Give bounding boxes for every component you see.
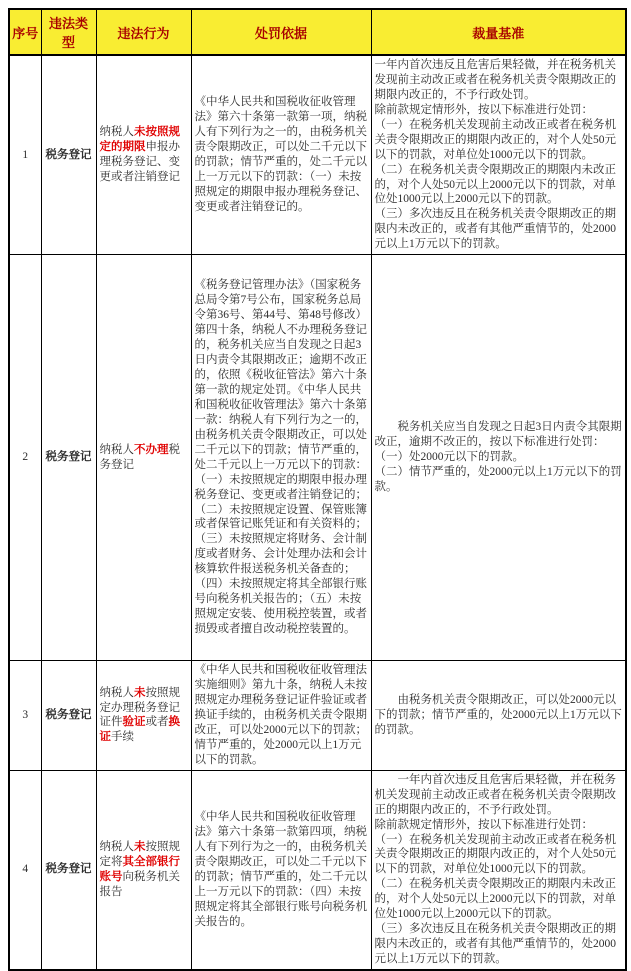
table-row: [9, 255, 626, 661]
col-header-violation-type: 违法类型: [41, 9, 96, 55]
plain-text: 按照规定将: [99, 840, 180, 868]
plain-text: 或者: [145, 716, 169, 729]
standard-paragraph: 除前款规定情形外，按以下标准进行处罚：: [374, 103, 593, 116]
cell-violation-behavior: [96, 661, 191, 771]
col-header-serial-no: 序号: [9, 9, 41, 55]
standard-paragraph: 一年内首次违反且危害后果轻微，并在税务机关发现前主动改正或者在税务机关责令限期改正的期限内改正的，不予行政处罚。: [374, 773, 616, 816]
emphasis-text: 未按照规定的期限: [99, 126, 180, 154]
cell-penalty-basis: 《税务登记管理办法》（国家税务总局令第7号公布，国家税务总局令第36号、第44号、第48号修改）第四十条，纳税人不办理税务登记的，税务机关应当自发现之日起3日内责令其限期改正；逾期不改正的，依照《税收征管法》第六十条第一款的规定处罚。《中华人民共和国税收征收管理法》第六十条第一款：纳税人有下列行为之一的，由税务机关责令限期改正，可以处二千元以下的罚款；情节严重的，处二千元以上一万元以下的罚款：（一）未按照规定的期限申报办理税务登记、变更或者注销登记的；（二）未按照规定设置、保管账簿或者保管记账凭证和有关资料的；（三）未按照规定将财务、会计制度或者财务、会计处理办法和会计核算软件报送税务机关备查的；（四）未按照规定将其全部银行账号向税务机关报告的；（五）未按照规定安装、使用税控装置，或者损毁或者擅自改动税控装置的。: [191, 255, 371, 661]
plain-text: 纳税人: [99, 686, 134, 699]
cell-violation-type: 税务登记: [41, 55, 96, 255]
emphasis-text: 未: [134, 686, 146, 699]
cell-violation-type: 税务登记: [41, 770, 96, 970]
document-page: [8, 8, 627, 971]
standard-paragraph: （二）在税务机关责令限期改正的期限内未改正的，对个人处50元以上2000元以下的罚款，对单位处1000元以上2000元以下的罚款。: [374, 878, 616, 921]
plain-text: 纳税人: [99, 840, 134, 853]
cell-violation-type: 税务登记: [41, 255, 96, 661]
emphasis-text: 不办理: [134, 443, 169, 456]
standard-paragraph: （二）在税务机关责令限期改正的期限内未改正的，对个人处50元以上2000元以下的罚款，对单位处1000元以上2000元以下的罚款。: [374, 163, 616, 206]
standard-paragraph: （一）在税务机关发现前主动改正或者在税务机关责令限期改正的期限内改正的，对个人处50元以下的罚款，对单位处1000元以下的罚款。: [374, 833, 616, 876]
cell-penalty-basis: 《中华人民共和国税收征收管理法》第六十条第一款第一项，纳税人有下列行为之一的，由税务机关责令限期改正，可以处二千元以下的罚款；情节严重的，处二千元以上一万元以下的罚款：（一）未按照规定的期限申报办理税务登记、变更或者注销登记的。: [191, 55, 371, 255]
plain-text: 纳税人: [99, 443, 134, 456]
emphasis-text: 换证: [99, 716, 180, 744]
plain-text: 按照规定办理税务登记证件: [99, 686, 180, 729]
table-row: [9, 770, 626, 970]
plain-text: 纳税人: [99, 126, 134, 139]
tax-violation-table: [8, 8, 627, 971]
plain-text: 税务登记: [99, 443, 180, 471]
standard-paragraph: （二）情节严重的，处2000元以上1万元以下的罚款。: [374, 466, 622, 494]
col-header-discretion-standard: 裁量基准: [371, 9, 626, 55]
cell-serial-no: 3: [9, 661, 41, 771]
table-row: [9, 661, 626, 771]
emphasis-text: 验证: [122, 716, 146, 729]
cell-discretion-standard: [371, 770, 626, 970]
cell-serial-no: 1: [9, 55, 41, 255]
standard-paragraph: 除前款规定情形外，按以下标准进行处罚：: [374, 818, 593, 831]
plain-text: 申报办理税务登记、变更或者注销登记: [99, 141, 180, 184]
cell-discretion-standard: [371, 55, 626, 255]
cell-serial-no: 2: [9, 255, 41, 661]
standard-paragraph: 税务机关应当自发现之日起3日内责令其限期改正，逾期不改正的，按以下标准进行处罚：: [374, 421, 622, 449]
col-header-violation-behavior: 违法行为: [96, 9, 191, 55]
cell-violation-behavior: [96, 770, 191, 970]
table-header-row: [9, 9, 626, 55]
col-header-penalty-basis: 处罚依据: [191, 9, 371, 55]
cell-violation-type: 税务登记: [41, 661, 96, 771]
cell-violation-behavior: [96, 55, 191, 255]
cell-penalty-basis: 《中华人民共和国税收征收管理法实施细则》第九十条，纳税人未按照规定办理税务登记证件验证或者换证手续的，由税务机关责令限期改正，可以处2000元以下的罚款；情节严重的，处2000元以上1万元以下的罚款。: [191, 661, 371, 771]
plain-text: 手续: [111, 731, 134, 744]
plain-text: 向税务机关报告: [99, 870, 180, 898]
standard-paragraph: （一）在税务机关发现前主动改正或者在税务机关责令限期改正的期限内改正的，对个人处50元以下的罚款，对单位处1000元以下的罚款。: [374, 118, 616, 161]
standard-paragraph: （一）处2000元以下的罚款。: [374, 451, 524, 464]
cell-penalty-basis: 《中华人民共和国税收征收管理法》第六十条第一款第四项，纳税人有下列行为之一的，由税务机关责令限期改正，可以处二千元以下的罚款；情节严重的，处二千元以上一万元以下的罚款：（四）未按照规定将其全部银行账号向税务机关报告的。: [191, 770, 371, 970]
table-row: [9, 55, 626, 255]
emphasis-text: 未: [134, 840, 146, 853]
standard-paragraph: （三）多次违反且在税务机关责令限期改正的期限内未改正的，或者有其他严重情节的，处2000元以上1万元以下的罚款。: [374, 208, 616, 251]
cell-violation-behavior: [96, 255, 191, 661]
emphasis-text: 其全部银行账号: [99, 855, 180, 883]
standard-paragraph: （三）多次违反且在税务机关责令限期改正的期限内未改正的，或者有其他严重情节的，处2000元以上1万元以下的罚款。: [374, 923, 616, 965]
cell-serial-no: 4: [9, 770, 41, 970]
cell-discretion-standard: [371, 255, 626, 661]
standard-paragraph: 由税务机关责令限期改正，可以处2000元以下的罚款；情节严重的，处2000元以上1万元以下的罚款。: [374, 694, 622, 736]
cell-discretion-standard: [371, 661, 626, 771]
standard-paragraph: 一年内首次违反且危害后果轻微，并在税务机关发现前主动改正或者在税务机关责令限期改正的期限内改正的，不予行政处罚。: [374, 59, 616, 101]
